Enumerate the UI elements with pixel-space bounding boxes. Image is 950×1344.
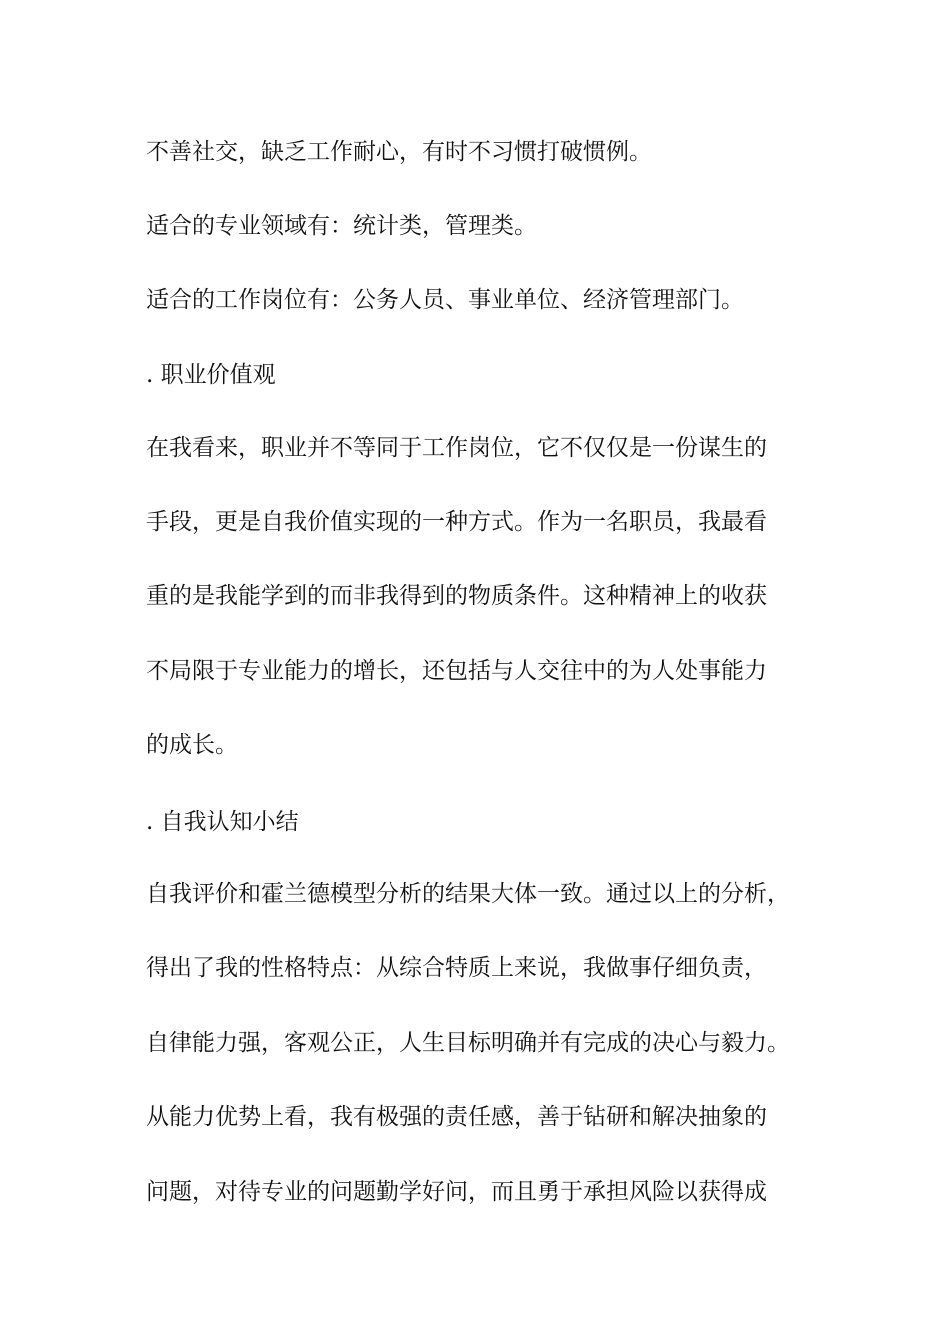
section-heading: . 自我认知小结 <box>146 809 299 835</box>
text-line: 在我看来，职业并不等同于工作岗位，它不仅仅是一份谋生的 <box>146 435 767 461</box>
text-line: 不善社交，缺乏工作耐心，有时不习惯打破惯例。 <box>146 139 652 165</box>
text-line: 得出了我的性格特点：从综合特质上来说，我做事仔细负责， <box>146 955 767 981</box>
text-line: 适合的工作岗位有：公务人员、事业单位、经济管理部门。 <box>146 287 744 313</box>
text-line: 适合的专业领域有：统计类，管理类。 <box>146 213 537 239</box>
section-heading: . 职业价值观 <box>146 362 276 388</box>
text-line: 手段，更是自我价值实现的一种方式。作为一名职员，我最看 <box>146 509 767 535</box>
text-line: 问题，对待专业的问题勤学好问，而且勇于承担风险以获得成 <box>146 1179 767 1205</box>
text-line: 从能力优势上看，我有极强的责任感，善于钻研和解决抽象的 <box>146 1104 767 1130</box>
text-line: 不局限于专业能力的增长，还包括与人交往中的为人处事能力 <box>146 658 767 684</box>
text-line: 自律能力强，客观公正，人生目标明确并有完成的决心与毅力。 <box>146 1030 790 1056</box>
text-line: 的成长。 <box>146 732 238 758</box>
text-line: 重的是我能学到的而非我得到的物质条件。这种精神上的收获 <box>146 583 767 609</box>
text-line: 自我评价和霍兰德模型分析的结果大体一致。通过以上的分析， <box>146 881 790 907</box>
